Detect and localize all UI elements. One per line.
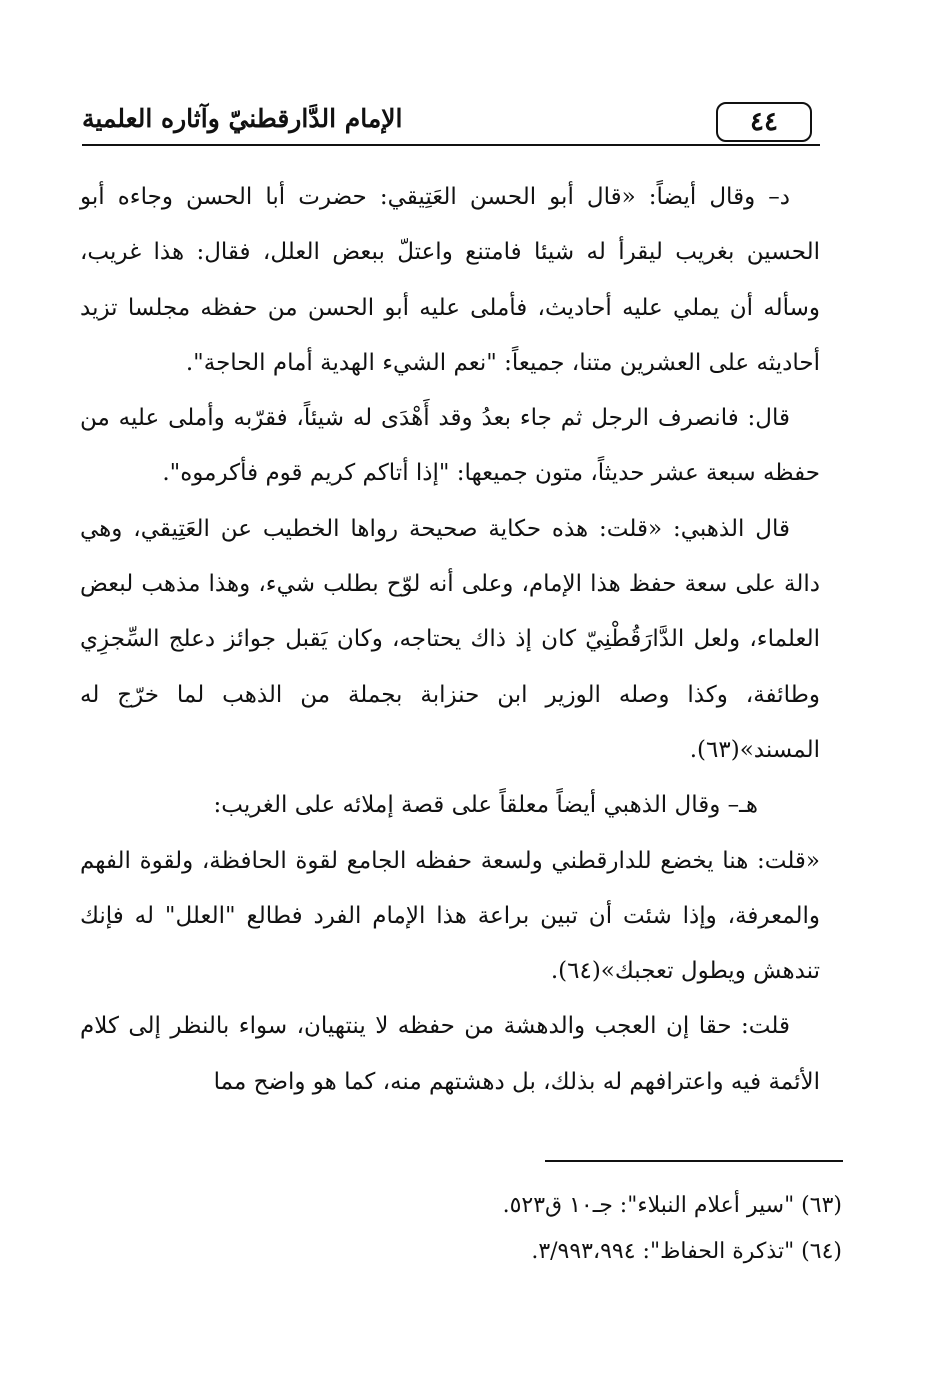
footnote-64: (٦٤) "تذكرة الحفاظ": ٣/٩٩٣،٩٩٤. — [531, 1239, 842, 1264]
header-divider — [82, 144, 820, 146]
page-number: ٤٤ — [716, 102, 812, 142]
paragraph-qal: قال: فانصرف الرجل ثم جاء بعدُ وقد أَهْدَى له شيئاً، فقرّبه وأملى عليه من حفظه سبعة عشر حديثاً، متون جميعها: "إذا أتاكم كريم قوم فأكرموه". — [80, 405, 820, 487]
footnote-63: (٦٣) "سير أعلام النبلاء": جـ١٠ ق٥٢٣. — [502, 1193, 842, 1218]
page-header — [82, 100, 820, 144]
paragraph-ha: هـ– وقال الذهبي أيضاً معلقاً على قصة إملائه على الغريب: — [213, 792, 758, 819]
paragraph-quote: «قلت: هنا يخضع للدارقطني ولسعة حفظه الجامع لقوة الحافظة، ولقوة الفهم والمعرفة، وإذا شئت أن تبين براعة هذا الإمام الفرد فطالع "العلل" له فإنك تندهش ويطول تعجبك»(٦٤). — [80, 847, 820, 985]
main-text — [80, 170, 820, 1110]
footnote-divider — [545, 1160, 843, 1162]
paragraph-dhahabi: قال الذهبي: «قلت: هذه حكاية صحيحة رواها الخطيب عن العَتِيقي، وهي دالة على سعة حفظ هذا الإمام، وعلى أنه لوّح بطلب شيء، وهذا مذهب لبعض العلماء، ولعل الدَّارَقُطْنِيّ كان إذ ذاك يحتاجه، وكان يَقبل جوائز دعلج السِّجزِي وطائفة، وكذا وصله الوزير ابن حنزابة بجملة من الذهب لما خرّج له المسند»(٦٣). — [80, 515, 820, 763]
paragraph-qultu: قلت: حقا إن العجب والدهشة من حفظه لا ينتهيان، سواء بالنظر إلى كلام الأئمة فيه واعترافهم له بذلك، بل دهشتهم منه، كما هو واضح مما — [80, 1013, 820, 1095]
paragraph-d: د– وقال أيضاً: «قال أبو الحسن العَتِيقي: حضرت أبا الحسن وجاءه أبو الحسين بغريب ليقرأ له شيئا فامتنع واعتلّ ببعض العلل، فقال: هذا غريب، وسأله أن يملي عليه أحاديث، فأملى عليه أبو الحسن من حفظه مجلسا تزيد أحاديثه على العشرين متنا، جميعاً: "نعم الشيء الهدية أمام الحاجة". — [80, 184, 820, 376]
footnotes — [80, 1183, 842, 1275]
running-title: الإمام الدَّارقطنيّ وآثاره العلمية — [82, 104, 403, 133]
